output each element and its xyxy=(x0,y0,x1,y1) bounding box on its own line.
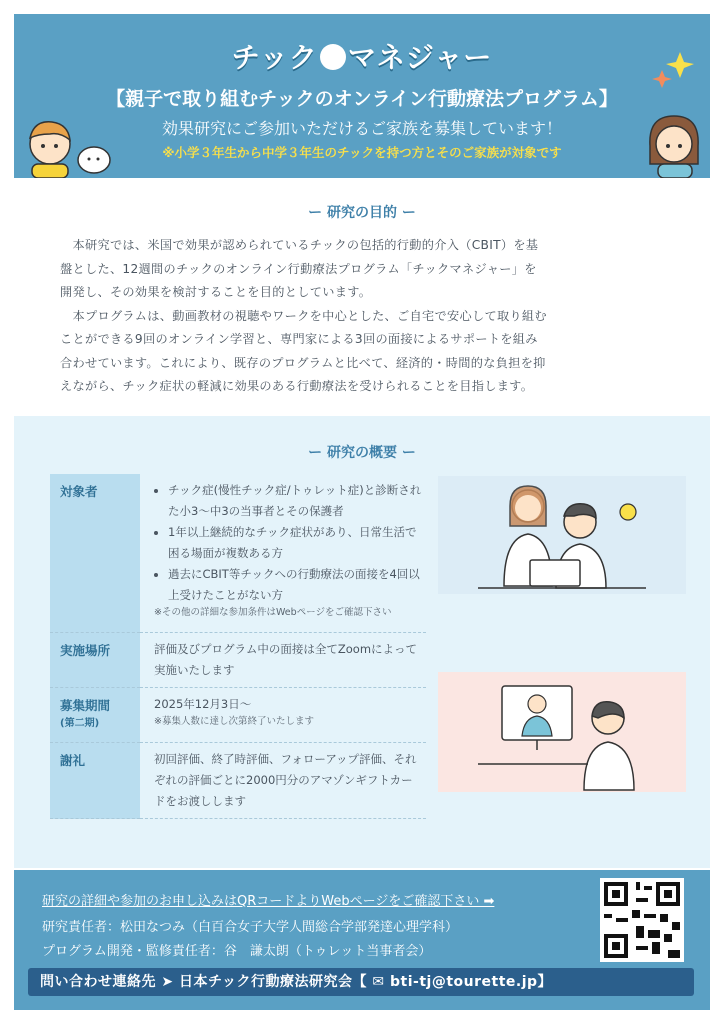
footer-banner xyxy=(14,870,710,1010)
contact-text[interactable]: 問い合わせ連絡先 ➤ 日本チック行動療法研究会【 ✉ bti-tj@tourette.jp】 xyxy=(40,974,553,990)
program-developer: プログラム開発・監修責任者：谷 謙太朗（トゥレット当事者会） xyxy=(42,944,432,959)
header-banner xyxy=(14,14,710,178)
qr-code-icon[interactable] xyxy=(600,878,684,962)
sparkle-decoration-icon xyxy=(650,48,700,92)
principal-investigator: 研究責任者：松田なつみ（白百合女子大学人間総合学部発達心理学科） xyxy=(42,920,459,935)
online-session-illustration xyxy=(438,672,686,792)
parent-child-laptop-illustration xyxy=(438,476,686,594)
overview-heading: ー 研究の概要 ー xyxy=(308,445,416,461)
speech-bubble-icon xyxy=(74,144,114,178)
target-note: ※その他の詳細な参加条件はWebページをご確認下さい xyxy=(154,607,392,618)
program-logo: チック マネジャー xyxy=(231,41,493,74)
purpose-line: 開発し、その効果を検討することを目的としています。 xyxy=(60,285,372,299)
header-title: 【親子で取り組むチックのオンライン行動療法プログラム】 xyxy=(106,88,618,110)
girl-illustration xyxy=(638,106,708,178)
target-label: 対象者 xyxy=(50,474,140,633)
period-label-text: 募集期間 xyxy=(60,698,111,713)
table-row xyxy=(50,633,426,688)
header-subtitle: 効果研究にご参加いただけるご家族を募集しています！ xyxy=(161,119,562,138)
reward-text: 初回評価、終了時評価、フォローアップ評価、それぞれの評価ごとに2000円分のアマゾンギフトカードをお渡しします xyxy=(140,743,426,819)
place-label: 実施場所 xyxy=(50,633,140,688)
table-row xyxy=(50,688,426,743)
purpose-section xyxy=(14,192,710,407)
period-note: ※募集人数に達し次第終了いたします xyxy=(154,716,314,727)
table-row xyxy=(50,474,426,633)
purpose-line: えながら、チック症状の軽減に効果のある行動療法を受けられることを目指します。 xyxy=(60,379,534,393)
reward-label: 謝礼 xyxy=(50,743,140,819)
contact-bar xyxy=(28,968,694,996)
purpose-line: 本プログラムは、動画教材の視聴やワークを中心とした、ご自宅で安心して取り組む xyxy=(60,308,547,323)
header-target-note: ※小学３年生から中学３年生のチックを持つ方とそのご家族が対象です xyxy=(162,145,562,160)
period-sublabel: (第二期) xyxy=(60,718,100,729)
list-item: • 過去にCBIT等チックへの行動療法の面接を4回以上受けたことがない方 xyxy=(168,564,422,606)
purpose-line: 盤とした、12週間のチックのオンライン行動療法プログラム「チックマネジャー」を xyxy=(60,261,537,276)
target-list xyxy=(154,480,422,606)
purpose-line: ことができる9回のオンライン学習と、専門家による3回の面接によるサポートを組み xyxy=(60,332,538,346)
place-text: 評価及びプログラム中の面接は全てZoomによって実施いたします xyxy=(140,633,426,688)
list-item: • 1年以上継続的なチック症状があり、日常生活で困る場面が複数ある方 xyxy=(168,522,422,564)
logo-face-icon xyxy=(320,44,346,70)
period-text: 2025年12月3日～ xyxy=(154,697,252,711)
period-label xyxy=(50,688,140,743)
list-item: • チック症(慢性チック症/トゥレット症)と診断された小3～中3の当事者とその保護者 xyxy=(168,480,422,522)
purpose-line: 本研究では、米国で効果が認められているチックの包括的行動的介入（CBIT）を基 xyxy=(60,238,539,252)
overview-table xyxy=(50,474,426,819)
web-page-link[interactable]: 研究の詳細や参加のお申し込みはQRコードよりWebページをご確認下さい ➡ xyxy=(42,894,495,909)
table-row xyxy=(50,743,426,819)
purpose-line: 合わせています。これにより、既存のプログラムと比べて、経済的・時間的な負担を抑 xyxy=(60,355,546,370)
overview-section xyxy=(14,416,710,868)
purpose-heading: ー 研究の目的 ー xyxy=(308,205,416,221)
